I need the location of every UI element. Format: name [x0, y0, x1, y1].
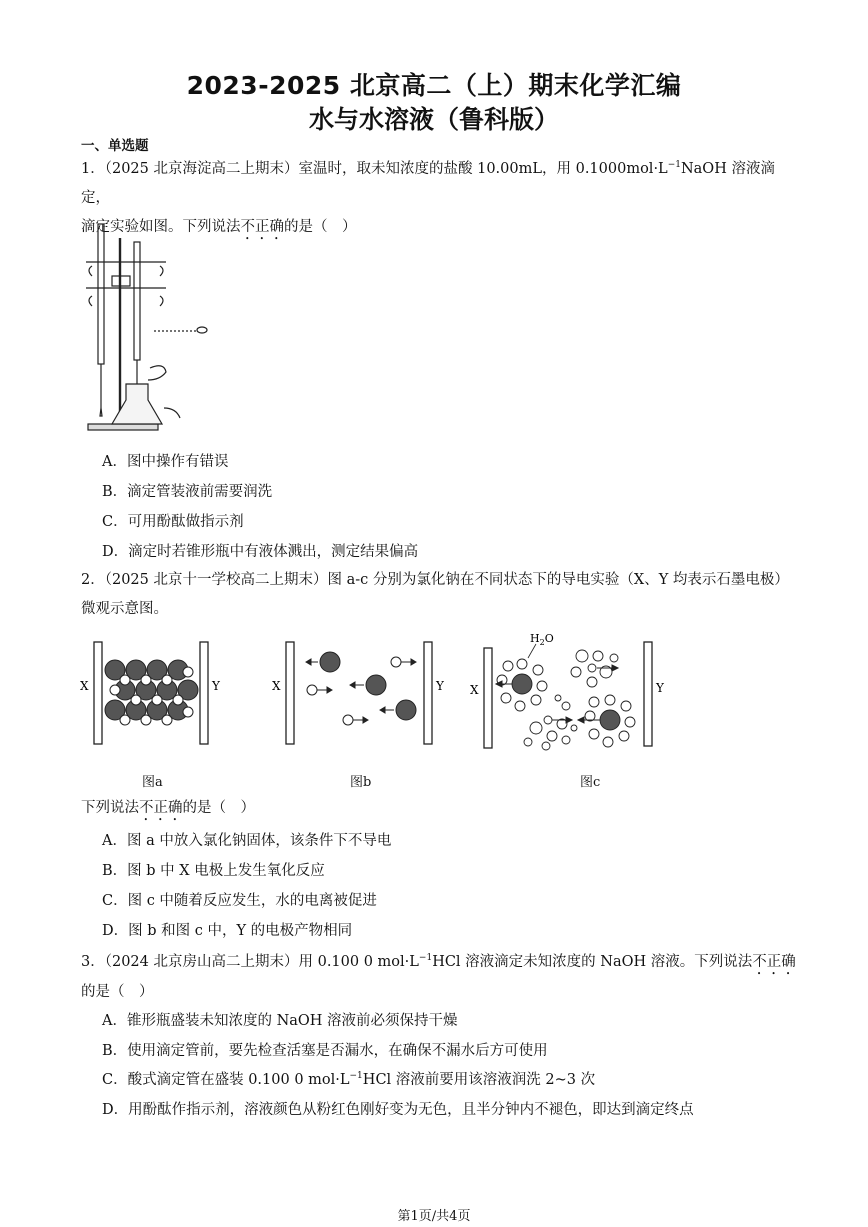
electrode-x-label: X [80, 679, 89, 693]
electrode-y-label: Y [436, 679, 444, 693]
nacl-figure-b [268, 640, 458, 746]
electrode-y-label: Y [212, 679, 220, 693]
q3-option-b[interactable]: B．使用滴定管前，要先检查活塞是否漏水，在确保不漏水后方可使用 [102, 1043, 548, 1059]
question-2-stem: 2．（2025 北京十一学校高二上期末）图 a-c 分别为氯化钠在不同状态下的导电实验（X、Y 均表示石墨电极） 微观示意图。 [81, 572, 789, 617]
q1-option-b[interactable]: B．滴定管装液前需要润洗 [102, 484, 273, 500]
question-2-prompt: 下列说法不正确的是（ ） [81, 800, 255, 816]
figure-b-caption: 图b [350, 775, 372, 790]
titration-apparatus-figure [84, 218, 214, 434]
q2-option-a[interactable]: A．图 a 中放入氯化钠固体，该条件下不导电 [102, 833, 392, 849]
electrode-y-label: Y [656, 681, 664, 695]
water-label: $H_2O$ [530, 632, 554, 647]
q3-option-a[interactable]: A．锥形瓶盛装未知浓度的 NaOH 溶液前必须保持干燥 [102, 1013, 458, 1029]
q3-option-c[interactable]: C．酸式滴定管在盛装 0.100 0 $mol\cdot L^{-1}HCl$ 溶液前要用该溶液润洗 2~3 次 [102, 1071, 596, 1088]
electrode-x-label: X [470, 683, 479, 697]
q1-option-d[interactable]: D．滴定时若锥形瓶中有液体溅出，测定结果偏高 [102, 544, 419, 560]
figure-c-caption: 图c [580, 775, 601, 790]
section-heading: 一、单选题 [81, 138, 149, 154]
figure-a-caption: 图a [142, 775, 163, 790]
document-subtitle: 水与水溶液（鲁科版） [308, 105, 559, 134]
q2-option-b[interactable]: B．图 b 中 X 电极上发生氧化反应 [102, 863, 325, 879]
q2-option-d[interactable]: D．图 b 和图 c 中，Y 的电极产物相同 [102, 923, 353, 939]
nacl-figure-c [466, 628, 676, 752]
document-title: 2023-2025 北京高二（上）期末化学汇编 [186, 71, 682, 100]
q2-option-c[interactable]: C．图 c 中随着反应发生，水的电离被促进 [102, 893, 377, 909]
question-3-stem: 3．（2024 北京房山高二上期末）用 0.100 0 $mol\cdot L^{-1}HCl$ 溶液滴定未知浓度的 NaOH 溶液。下列说法不正确 的是（ ） [81, 953, 796, 1000]
electrode-x-label: X [272, 679, 281, 693]
q3-option-d[interactable]: D．用酚酞作指示剂，溶液颜色从粉红色刚好变为无色，且半分钟内不褪色，即达到滴定终点 [102, 1102, 694, 1118]
q1-option-c[interactable]: C．可用酚酞做指示剂 [102, 514, 244, 530]
question-1-stem: 1．（2025 北京海淀高二上期末）室温时，取未知浓度的盐酸 10.00mL，用 $0.1000mol\cdot L^{-1}NaOH$ 溶液滴定， 滴定实验如图。下列说法不正确的是（ ） [81, 160, 775, 235]
q1-option-a[interactable]: A．图中操作有错误 [102, 454, 229, 470]
page-footer: 第1页/共4页 [397, 1209, 471, 1224]
nacl-figure-a [78, 640, 228, 746]
